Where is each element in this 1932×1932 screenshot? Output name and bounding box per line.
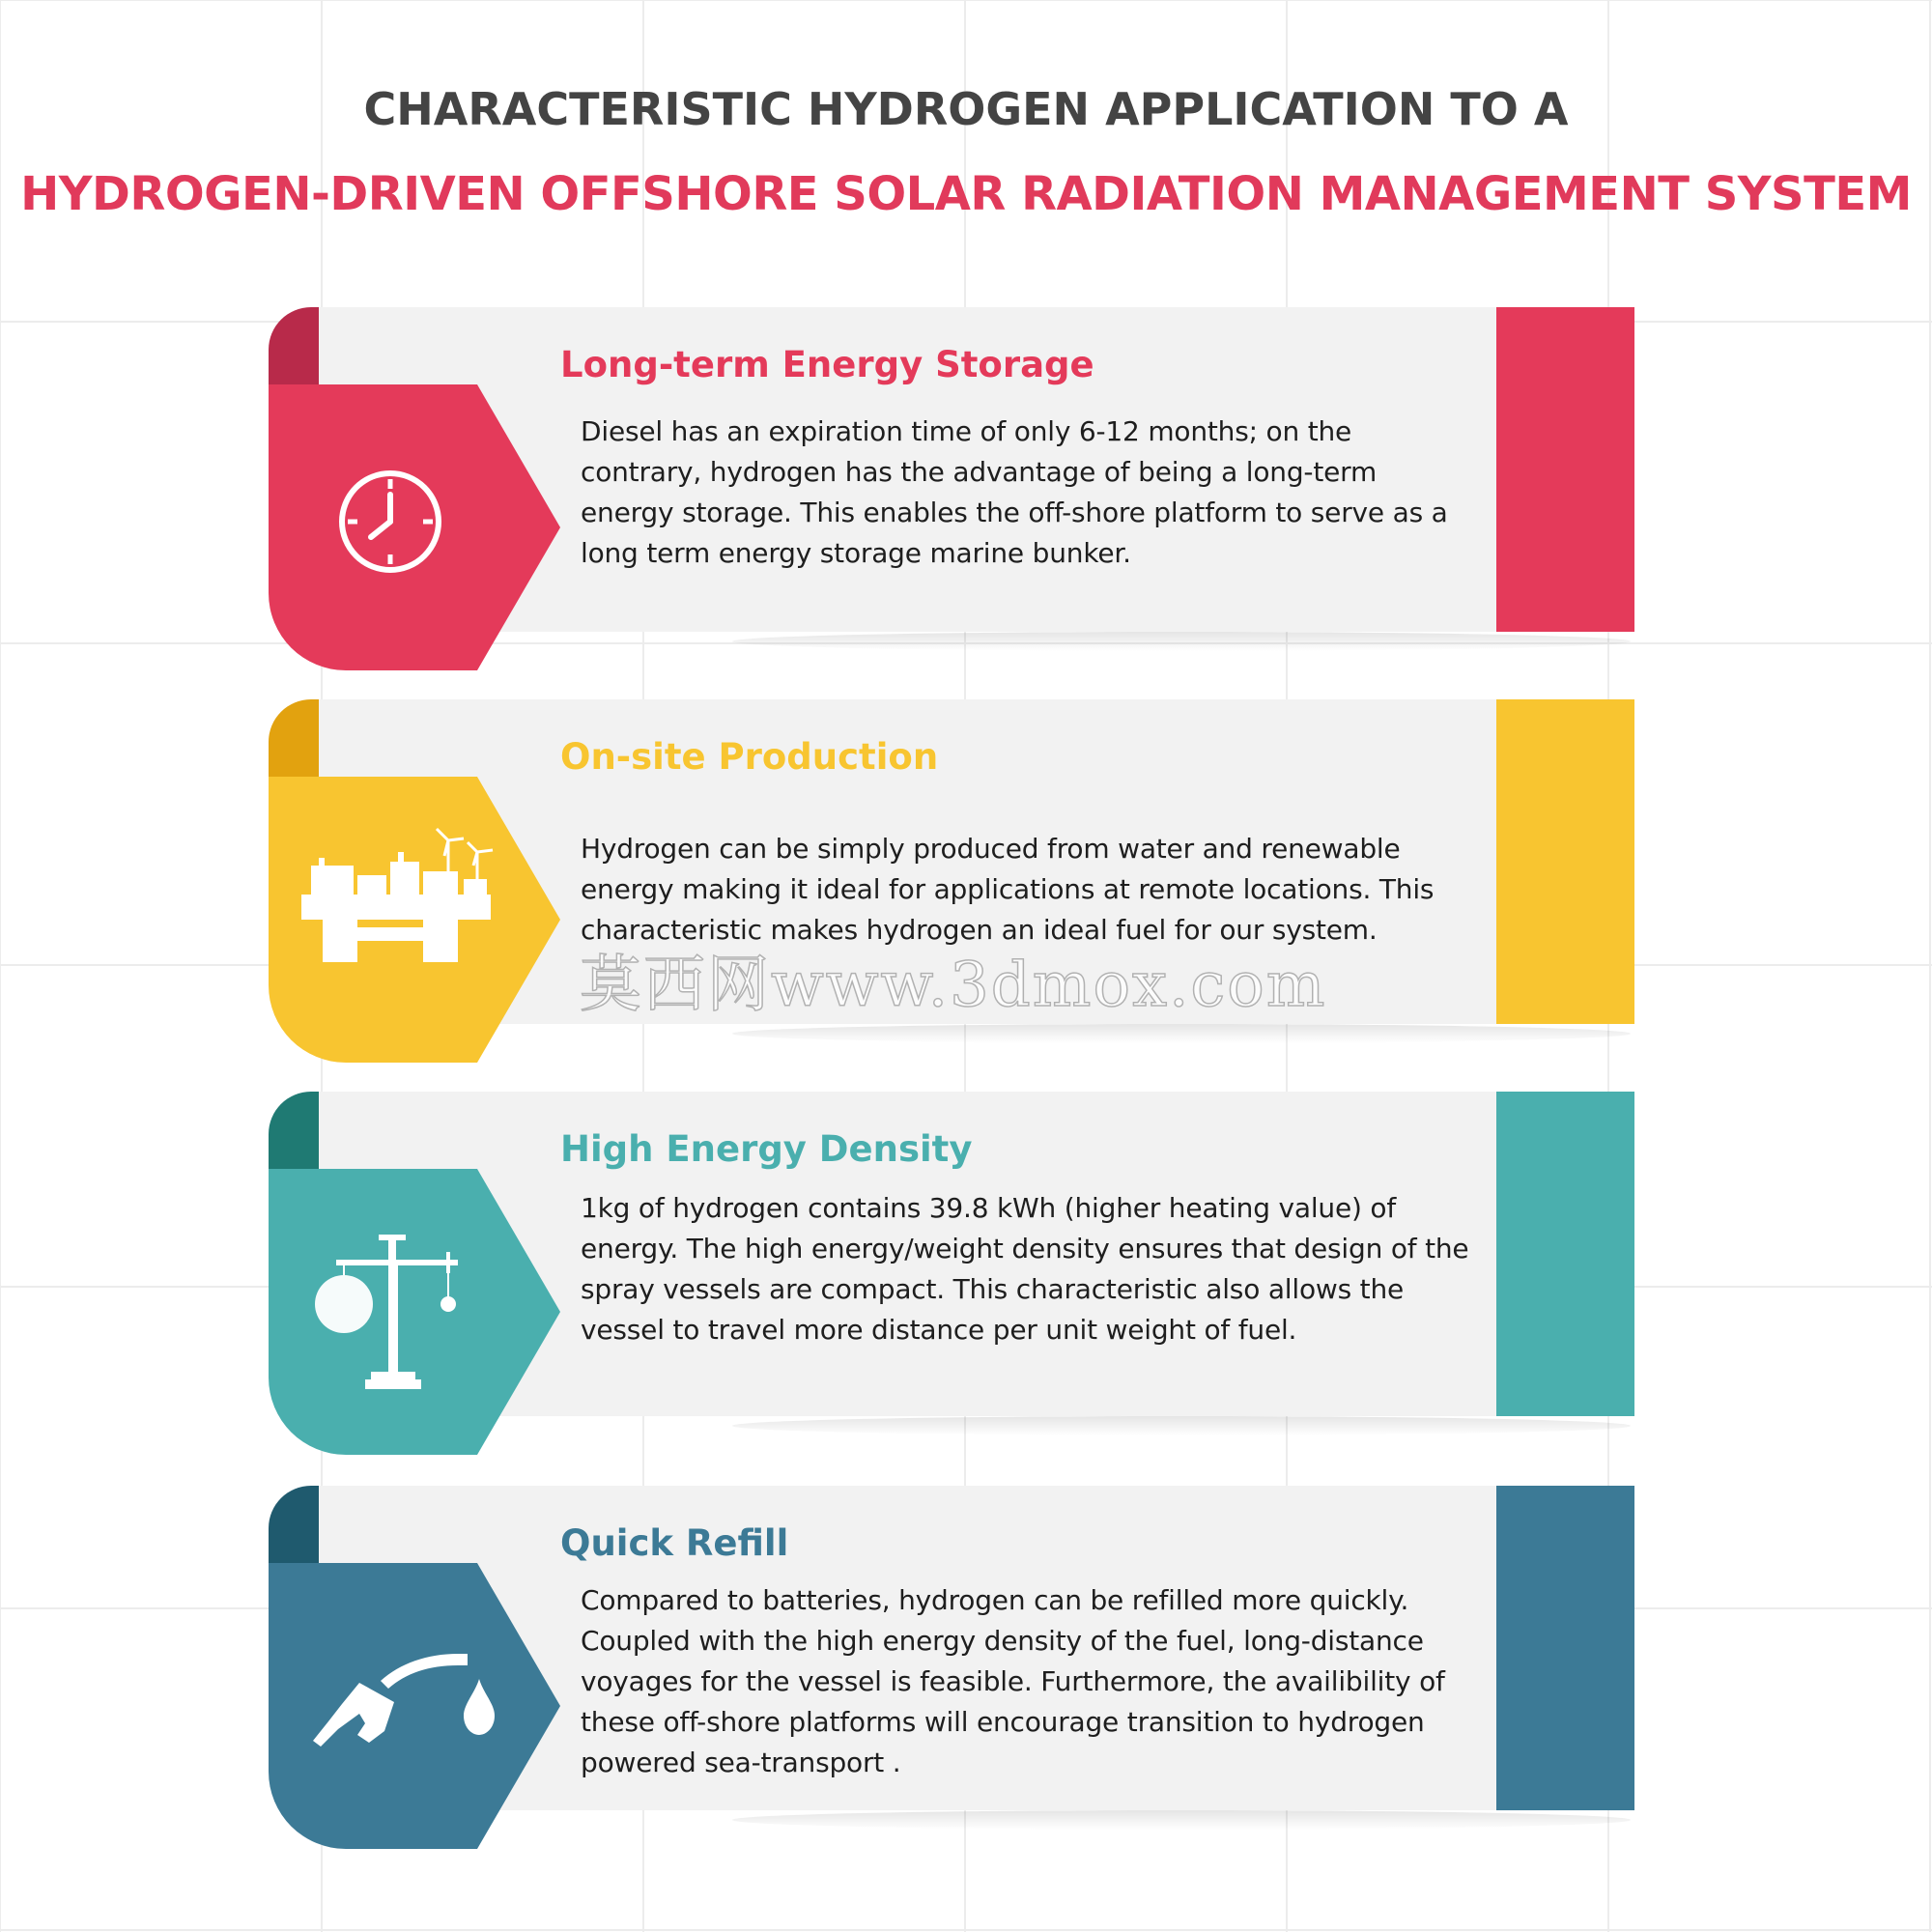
- card-tab: [269, 1563, 560, 1849]
- offshore-platform-icon: [301, 827, 500, 962]
- card-fold: [269, 1486, 319, 1563]
- card-tab: [269, 384, 560, 670]
- watermark: 莫西网www.3dmox.com: [580, 950, 1327, 1021]
- card-body: Hydrogen can be simply produced from water and renewable energy making it ideal for applications at remote locations. This characteristic makes hydrogen an ideal fuel for our system.: [581, 833, 1435, 946]
- card-body: Diesel has an expiration time of only 6-12 months; on the contrary, hydrogen has the advantage of being a long-term energy storage. This enables the off-shore platform to serve as a long term energy storage marine bunker.: [581, 415, 1448, 569]
- card-heading: Quick Refill: [560, 1522, 789, 1564]
- card-accent-bar: [1496, 699, 1634, 1024]
- card-body: Compared to batteries, hydrogen can be refilled more quickly. Coupled with the high energy density of the fuel, long-distance voyages for the vessel is feasible. Furthermore, the availibility of these off-shore platforms will encourage transition to hydrogen powered sea-transport .: [581, 1584, 1445, 1778]
- card-accent-bar: [1496, 1486, 1634, 1810]
- title-line-1: CHARACTERISTIC HYDROGEN APPLICATION TO A: [363, 83, 1569, 135]
- card-body: 1kg of hydrogen contains 39.8 kWh (higher heating value) of energy. The high energy/weight density ensures that design of the spray vessels are compact. This characteristic also allows the vessel to travel more distance per unit weight of fuel.: [581, 1192, 1469, 1346]
- card-fold: [269, 307, 319, 384]
- card-heading: On-site Production: [560, 736, 939, 778]
- card-quick-refill: [269, 1486, 1634, 1849]
- card-accent-bar: [1496, 1092, 1634, 1416]
- title-line-2: HYDROGEN-DRIVEN OFFSHORE SOLAR RADIATION MANAGEMENT SYSTEM: [20, 167, 1912, 221]
- card-accent-bar: [1496, 307, 1634, 632]
- card-tab: [269, 777, 560, 1063]
- card-heading: Long-term Energy Storage: [560, 344, 1094, 385]
- card-tab: [269, 1169, 560, 1455]
- clock-icon: [336, 468, 444, 576]
- balance-scale-icon: [311, 1227, 481, 1399]
- card-fold: [269, 1092, 319, 1169]
- card-long-term-energy-storage: [269, 307, 1634, 670]
- card-heading: High Energy Density: [560, 1128, 973, 1170]
- card-high-energy-density: [269, 1092, 1634, 1455]
- card-fold: [269, 699, 319, 777]
- fuel-nozzle-icon: [313, 1650, 497, 1747]
